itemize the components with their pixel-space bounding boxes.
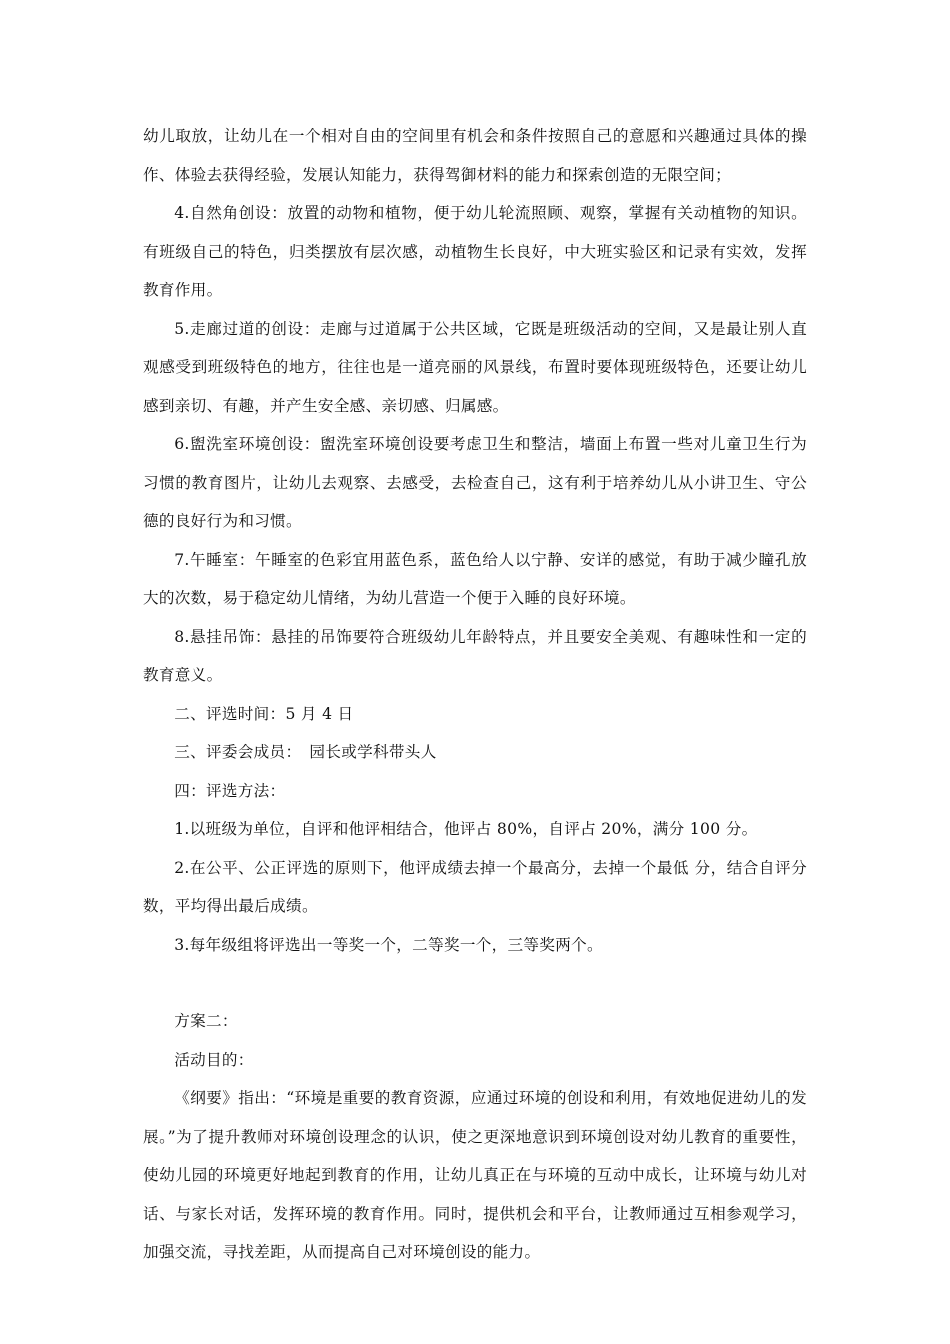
paragraph-nature-corner: 4.自然角创设：放置的动物和植物，便于幼儿轮流照顾、观察，掌握有关动植物的知识。有班级自己的特色，归类摆放有层次感，动植物生长良好，中大班实验区和记录有实效，发挥教育作用。 — [143, 204, 807, 299]
paragraph-nap-room: 7.午睡室：午睡室的色彩宜用蓝色系，蓝色给人以宁静、安详的感觉，有助于减少瞳孔放大的次数，易于稳定幼儿情绪，为幼儿营造一个便于入睡的良好环境。 — [143, 550, 807, 607]
heading-activity-purpose: 活动目的： — [174, 1050, 254, 1069]
paragraph-corridor: 5.走廊过道的创设：走廊与过道属于公共区域，它既是班级活动的空间，又是最让别人直观感受到班级特色的地方，往往也是一道亮丽的风景线，布置时要体现班级特色，还要让幼儿感到亲切、有趣，并产生安全感、亲切感、归属感。 — [143, 319, 807, 415]
heading-selection-time: 二、评选时间：5 月 4 日 — [174, 704, 354, 723]
paragraph-hanging-decor: 8.悬挂吊饰：悬挂的吊饰要符合班级幼儿年龄特点，并且要安全美观、有趣味性和一定的教育意义。 — [143, 627, 807, 684]
paragraph-washroom: 6.盥洗室环境创设：盥洗室环境创设要考虑卫生和整洁，墙面上布置一些对儿童卫生行为习惯的教育图片，让幼儿去观察、去感受，去检查自己，这有利于培养幼儿从小讲卫生、守公德的良好行为和习惯。 — [143, 435, 807, 530]
paragraph-continued-intro: 幼儿取放，让幼儿在一个相对自由的空间里有机会和条件按照自己的意愿和兴趣通过具体的操作、体验去获得经验，发展认知能力，获得驾御材料的能力和探索创造的无限空间； — [143, 127, 807, 184]
method-item-1: 1.以班级为单位，自评和他评相结合，他评占 80%，自评占 20%，满分 100 分。 — [174, 820, 758, 838]
section-spacer — [143, 964, 807, 1002]
paragraph-guidelines-quote: 《纲要》指出：“环境是重要的教育资源，应通过环境的创设和利用，有效地促进幼儿的发展。”为了提升教师对环境创设理念的认识，使之更深地意识到环境创设对幼儿教育的重要性，使幼儿园的环境更好地起到教育的作用，让幼儿真正在与环境的互动中成长，让环境与幼儿对话、与家长对话，发挥环境的教育作用。同时，提供机会和平台，让教师通过互相参观学习，加强交流，寻找差距，从而提高自己对环境创设的能力。 — [143, 1089, 807, 1261]
heading-selection-method: 四：评选方法： — [174, 781, 286, 800]
method-item-2: 2.在公平、公正评选的原则下，他评成绩去掉一个最高分，去掉一个最低 分，结合自评分数，平均得出最后成绩。 — [143, 858, 807, 915]
heading-committee-members: 三、评委会成员： 园长或学科带头人 — [174, 743, 437, 761]
document-body — [143, 117, 807, 1272]
method-item-3: 3.每年级组将评选出一等奖一个，二等奖一个，三等奖两个。 — [174, 935, 603, 954]
heading-plan-two: 方案二： — [174, 1012, 238, 1030]
